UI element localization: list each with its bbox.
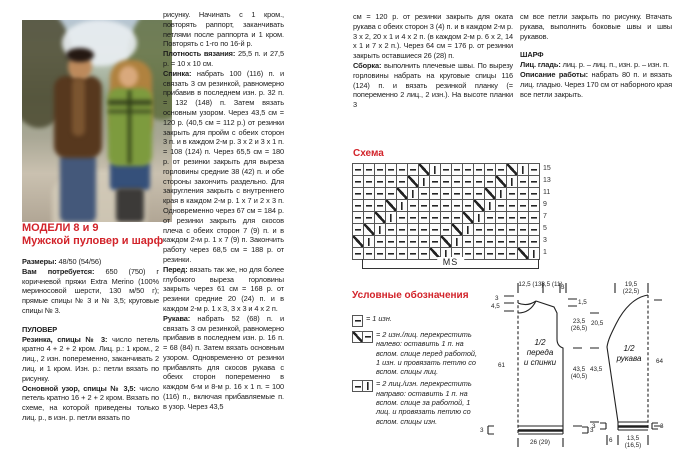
chart-cell-purl <box>397 212 408 224</box>
chart-cell-diag <box>386 200 397 212</box>
chart-cell-diag <box>452 224 463 236</box>
chart-row-numbers <box>543 163 551 259</box>
paragraph: Перед: вязать так же, но для более глубокого выреза горловины закрыть через 61 см = 168 р. от резинки средние 20 (24) п. и в каждом 2-м р. 1 x 3, 3 x 3 и 4 x 2 п. <box>163 264 284 313</box>
chart-cell-purl <box>375 164 386 176</box>
photo-woman-skirt <box>110 162 150 190</box>
dim-sleeve-cap: 20,5 <box>591 320 604 327</box>
chart-cell-vbar <box>496 188 507 200</box>
dim-body-step: 3 <box>561 284 565 291</box>
chart-cell-purl <box>408 224 419 236</box>
chart-cell-vbar <box>386 212 397 224</box>
chart-row-number: 11 <box>543 189 551 196</box>
paragraph: рисунку. Начинать с 1 кром., повторять раппорт, заканчивать петлями после раппорта и 1 кром. Повторять с 1-го по 16-й р. <box>163 10 284 49</box>
paragraph-lead: Описание работы: <box>520 69 592 79</box>
paragraph: Вам потребуется: 650 (750) г коричневой пряжи Extra Merino (100% мериносовой шерсти, 130 м/50 г); прямые спицы № 3 и № 3,5; круговые спицы № 3. <box>22 266 159 315</box>
chart-row-number: 13 <box>543 177 551 184</box>
chart-cell-purl <box>463 188 474 200</box>
chart-cell-vbar <box>507 176 518 188</box>
legend-item-text: = 2 изн./лиц. перекрестить налево: оставить 1 п. на вспом. спице перед работой, 1 изн. и провязать петлю со вспом. спицы лиц. <box>376 330 477 377</box>
chart-cell-purl <box>375 236 386 248</box>
dim-body-band: 1,5 <box>578 299 587 306</box>
chart-cell-purl <box>364 164 375 176</box>
dim-body-neck-front: 4,5 <box>491 303 500 310</box>
photo-woman-zipper <box>128 90 131 164</box>
chart-cell-purl <box>463 200 474 212</box>
chart-cell-purl <box>430 188 441 200</box>
chart-cell-purl <box>452 200 463 212</box>
legend-item-text: = 2 лиц./изн. перекрестить направо: оставить 1 п. на вспом. спице за работой, 1 лиц. и провязать петлю со вспом. спицы изн. <box>376 379 472 426</box>
chart-cell-purl <box>419 200 430 212</box>
chart-cell-purl <box>496 224 507 236</box>
chart-cell-purl <box>386 224 397 236</box>
paragraph-lead: Рукава: <box>163 313 198 323</box>
chart-cell-purl <box>441 188 452 200</box>
chart-cell-purl <box>353 212 364 224</box>
dim-body-shoulder: 12,5 (13) <box>518 281 544 288</box>
chart-cell-diag <box>474 200 485 212</box>
chart-cell-purl <box>496 200 507 212</box>
chart-cell-purl <box>364 176 375 188</box>
chart-cell-vbar <box>375 224 386 236</box>
paragraph-lead: ШАРФ <box>520 50 544 60</box>
dim-sleeve-side: 43,5 <box>590 366 603 373</box>
chart-cell-purl <box>430 212 441 224</box>
chart-cell-vbar <box>518 164 529 176</box>
paragraph-lead: Спинка: <box>163 68 197 78</box>
chart-cell-diag <box>397 188 408 200</box>
chart-cell-diag <box>353 236 364 248</box>
paragraph-lead: Основной узор, спицы № 3,5: <box>22 383 140 393</box>
paragraph-lead: Перед: <box>163 264 190 274</box>
chart-cell-purl <box>507 224 518 236</box>
chart-cell-purl <box>419 224 430 236</box>
chart-cell-vbar <box>364 236 375 248</box>
paragraph-lead: Лиц. гладь: <box>520 60 563 70</box>
chart-row-number: 1 <box>543 249 547 256</box>
chart-cell-purl <box>518 224 529 236</box>
paragraph: см все петли закрыть по рисунку. Втачать рукава, выполнить боковые швы и швы рукавов. <box>520 12 672 41</box>
legend-item-text: = 1 изн. <box>366 314 392 323</box>
chart-cell-purl <box>529 164 540 176</box>
dim-sleeve-width: 13,5 (16,5) <box>624 435 642 449</box>
chart-cell-purl <box>529 224 540 236</box>
chart-cell-vbar <box>474 212 485 224</box>
text-column-1 <box>22 257 159 458</box>
model-heading: МОДЕЛИ 8 и 9 <box>22 222 99 234</box>
paragraph-lead: Вам потребуется: <box>22 266 106 276</box>
chart-row-number: 3 <box>543 237 547 244</box>
chart-cell-purl <box>518 236 529 248</box>
chart-cell-vbar <box>430 164 441 176</box>
symbol-cell <box>362 331 373 343</box>
dim-body-side: 43,5 (40,5) <box>570 366 588 380</box>
photo-couple <box>22 20 172 222</box>
chart-cell-purl <box>529 212 540 224</box>
chart-cell-purl <box>518 200 529 212</box>
chart-cell-purl <box>441 176 452 188</box>
chart-cell-vbar <box>463 224 474 236</box>
paragraph: Сборка: выполнить плечевые швы. По вырезу горловины набрать на круговые спицы 116 (124) п. и вязать резинкой планку (= попеременно 2 лиц., 2 изн.). На высоте планки 3 <box>353 60 513 110</box>
chart-cell-purl <box>430 200 441 212</box>
chart-cell-purl <box>529 176 540 188</box>
dim-sleeve-slope: 6 <box>609 437 613 444</box>
chart-cell-purl <box>463 176 474 188</box>
paragraph: Плотность вязания: 25,5 п. и 27,5 р. = 10 x 10 см. <box>163 49 284 68</box>
chart-cell-purl <box>430 224 441 236</box>
chart-cell-purl <box>507 200 518 212</box>
dim-body-armhole: 23,5 (26,5) <box>570 318 588 332</box>
chart-cell-purl <box>397 176 408 188</box>
paragraph: Спинка: набрать 100 (116) п. и связать 3 см резинкой, равномерно прибавив в последнем изн. р. 32 п. = 132 (148) п. Затем вязать основным узором. Через 43,5 см = 120 р. (40,5 см = 112 р.) от резинки закрыть для пройм с обеих сторон 3 п. и в каждом 2-м р. 3 x 2 и 3 x 1 п. = 108 (124) п. Через 65,5 см = 180 р. от резинки закрыть для выреза горловины средние 38 (42) п. и обе стороны закончить раздельно. Для закругления закрыть с внутреннего края в каждом 2-м р. 1 x 7 и 2 x 3 п. Одновременно через 67 см = 184 р. от резинки закрыть для скосов плеча с обеих сторон 7 (9) п. и в каждом 2-м р. 1 x 7 (9) п. Закончить работу через 68,5 см = 188 р. от резинки. <box>163 68 284 264</box>
chart-cell-purl <box>474 236 485 248</box>
photo-man-legs <box>60 154 96 222</box>
chart-cell-purl <box>441 212 452 224</box>
chart-cell-purl <box>441 200 452 212</box>
chart-cell-diag <box>419 164 430 176</box>
photo-woman-legs <box>116 188 144 222</box>
chart-cell-purl <box>353 164 364 176</box>
chart-repeat-bracket <box>362 259 539 269</box>
chart-cell-purl <box>452 212 463 224</box>
text-column-3 <box>353 12 513 145</box>
chart-cell-purl <box>386 236 397 248</box>
chart-cell-purl <box>364 212 375 224</box>
paragraph: Размеры: 48/50 (54/56) <box>22 257 102 266</box>
chart-cell-purl <box>353 188 364 200</box>
chart-cell-purl <box>485 212 496 224</box>
chart-cell-purl <box>408 164 419 176</box>
paragraph: Основной узор, спицы № 3,5: число петель кратно 16 + 2 + 2 кром. Вязать по схеме, на которой приведены только лиц. р., в изн. р. петли вязать по <box>22 383 159 422</box>
chart-cell-purl <box>518 212 529 224</box>
legend-item <box>352 330 480 376</box>
chart-cell-diag <box>408 176 419 188</box>
chart-cell-purl <box>386 188 397 200</box>
sleeve-piece-label: 1/2 рукава <box>616 344 642 363</box>
legend-item <box>352 379 480 425</box>
chart-cell-diag <box>441 236 452 248</box>
chart-cell-purl <box>353 176 364 188</box>
paragraph <box>520 50 672 60</box>
chart-cell-purl <box>441 224 452 236</box>
chart-cell-purl <box>364 188 375 200</box>
legend-symbol-cross-right <box>352 379 372 425</box>
chart-cell-purl <box>408 200 419 212</box>
chart-cell-vbar <box>419 176 430 188</box>
chart-cell-purl <box>419 212 430 224</box>
chart-cell-vbar <box>408 188 419 200</box>
paragraph-lead: Размеры: <box>22 257 59 266</box>
chart-cell-purl <box>397 164 408 176</box>
chart-cell-purl <box>474 176 485 188</box>
chart-cell-purl <box>485 164 496 176</box>
legend-item <box>352 314 480 327</box>
stitch-chart-grid <box>352 163 540 260</box>
dim-body-rib-left: 3 <box>480 427 484 434</box>
dim-body-rib-right: 3 <box>590 427 594 434</box>
dim-body-length: 61 <box>498 362 506 369</box>
chart-cell-diag <box>364 224 375 236</box>
chart-cell-purl <box>353 224 364 236</box>
chart-cell-purl <box>397 236 408 248</box>
legend-heading: Условные обозначения <box>352 290 469 301</box>
dim-body-neck: 8,5 (11) <box>541 281 563 288</box>
chart-cell-vbar <box>397 200 408 212</box>
chart-cell-purl <box>441 164 452 176</box>
photo-man-hair <box>66 48 94 62</box>
chart-heading: Схема <box>353 148 384 159</box>
symbol-cell <box>362 380 373 392</box>
chart-cell-purl <box>375 188 386 200</box>
chart-cell-purl <box>485 224 496 236</box>
text-column-2 <box>163 10 284 459</box>
chart-repeat-label: MS <box>437 257 465 267</box>
chart-cell-purl <box>353 200 364 212</box>
paragraph-lead: Плотность вязания: <box>163 49 238 59</box>
chart-cell-purl <box>375 176 386 188</box>
dim-body-width: 26 (29) <box>530 439 550 446</box>
chart-cell-diag <box>463 212 474 224</box>
chart-cell-purl <box>507 236 518 248</box>
chart-cell-purl <box>529 188 540 200</box>
chart-cell-purl <box>452 164 463 176</box>
chart-cell-purl <box>463 164 474 176</box>
chart-cell-purl <box>474 188 485 200</box>
chart-cell-purl <box>452 176 463 188</box>
chart-cell-purl <box>386 176 397 188</box>
photo-woman-face <box>119 66 138 87</box>
chart-cell-purl <box>408 212 419 224</box>
chart-cell-purl <box>518 176 529 188</box>
paragraph: Рукава: набрать 52 (68) п. и связать 3 см резинкой, равномерно прибавив в последнем изн. р. 16 п. = 68 (84) п. Затем вязать основным узором. Одновременно от резинки прибавлять для скосов рукава с обеих сторон попеременно в каждом 6-м и 8-м р. 16 x 1 п. = 100 (116) п., включая прибавляемые п. в узор. Через 43,5 <box>163 313 284 411</box>
chart-cell-purl <box>408 236 419 248</box>
chart-cell-purl <box>386 164 397 176</box>
legend-items <box>352 314 480 429</box>
paragraph: Лиц. гладь: лиц. р. – лиц. п., изн. р. – изн. п. <box>520 60 669 70</box>
chart-cell-purl <box>496 236 507 248</box>
measurement-schematics <box>478 280 695 463</box>
chart-cell-purl <box>430 176 441 188</box>
chart-row-number: 5 <box>543 225 547 232</box>
chart-cell-diag <box>485 188 496 200</box>
chart-cell-purl <box>529 236 540 248</box>
dim-sleeve-rib-left: 3 <box>592 423 596 430</box>
chart-cell-purl <box>474 164 485 176</box>
chart-cell-diag <box>496 176 507 188</box>
chart-cell-purl <box>364 200 375 212</box>
paragraph: см = 120 р. от резинки закрыть для оката рукава с обеих сторон 3 (4) п. и в каждом 2-м р. 3 x 2, 20 x 1 и 4 x 2 п. (в каждом 2-м р. 6 x 2, 14 x 1 и 7 x 2 п.). Через 64 см = 176 р. от резинки закрыть оставшиеся 26 (28) п. <box>353 12 513 61</box>
symbol-cell <box>352 315 363 327</box>
chart-cell-purl <box>397 224 408 236</box>
chart-cell-purl <box>518 188 529 200</box>
chart-row-number: 15 <box>543 165 551 172</box>
paragraph-lead: ПУЛОВЕР <box>22 324 58 334</box>
chart-cell-vbar <box>485 200 496 212</box>
paragraph: Описание работы: набрать 80 п. и вязать лиц. гладью. Через 170 см от наборного края все петли закрыть. <box>520 69 672 99</box>
dim-sleeve-length: 64 <box>656 358 664 365</box>
paragraph-lead: Резинка, спицы № 3: <box>22 334 113 344</box>
chart-cell-purl <box>463 236 474 248</box>
chart-cell-purl <box>452 188 463 200</box>
chart-cell-diag <box>507 164 518 176</box>
paragraph <box>22 325 159 335</box>
chart-row-number: 9 <box>543 201 547 208</box>
text-column-4 <box>520 12 672 142</box>
chart-cell-purl <box>485 176 496 188</box>
dim-sleeve-rib-right: 3 <box>660 423 664 430</box>
dim-body-neck-back: 3 <box>495 295 499 302</box>
legend-symbol-cross-left <box>352 330 372 376</box>
photo-man-scarf <box>72 78 85 136</box>
chart-cell-purl <box>419 236 430 248</box>
chart-cell-purl <box>430 236 441 248</box>
chart-cell-purl <box>474 224 485 236</box>
body-piece-label: 1/2 переда и спинки <box>523 338 557 367</box>
chart-cell-purl <box>419 188 430 200</box>
chart-cell-purl <box>529 200 540 212</box>
legend-symbol-purl <box>352 314 362 327</box>
chart-cell-diag <box>375 212 386 224</box>
chart-cell-purl <box>375 200 386 212</box>
chart-cell-purl <box>496 212 507 224</box>
dim-sleeve-top: 19,5 (22,5) <box>622 281 640 295</box>
chart-cell-purl <box>496 164 507 176</box>
chart-cell-purl <box>507 188 518 200</box>
paragraph: Резинка, спицы № 3: число петель кратно 4 + 2 + 2 кром. Лиц. р.: 1 кром., 2 лиц., 2 изн. попеременно, заканчивать 2 лиц. и 1 кром. Изн. р.: петли вязать по рисунку. <box>22 334 159 383</box>
chart-cell-purl <box>507 212 518 224</box>
paragraph-lead: Сборка: <box>353 60 385 70</box>
chart-cell-vbar <box>452 236 463 248</box>
chart-cell-purl <box>485 236 496 248</box>
chart-row-number: 7 <box>543 213 547 220</box>
page-title: Мужской пуловер и шарф <box>22 235 164 247</box>
